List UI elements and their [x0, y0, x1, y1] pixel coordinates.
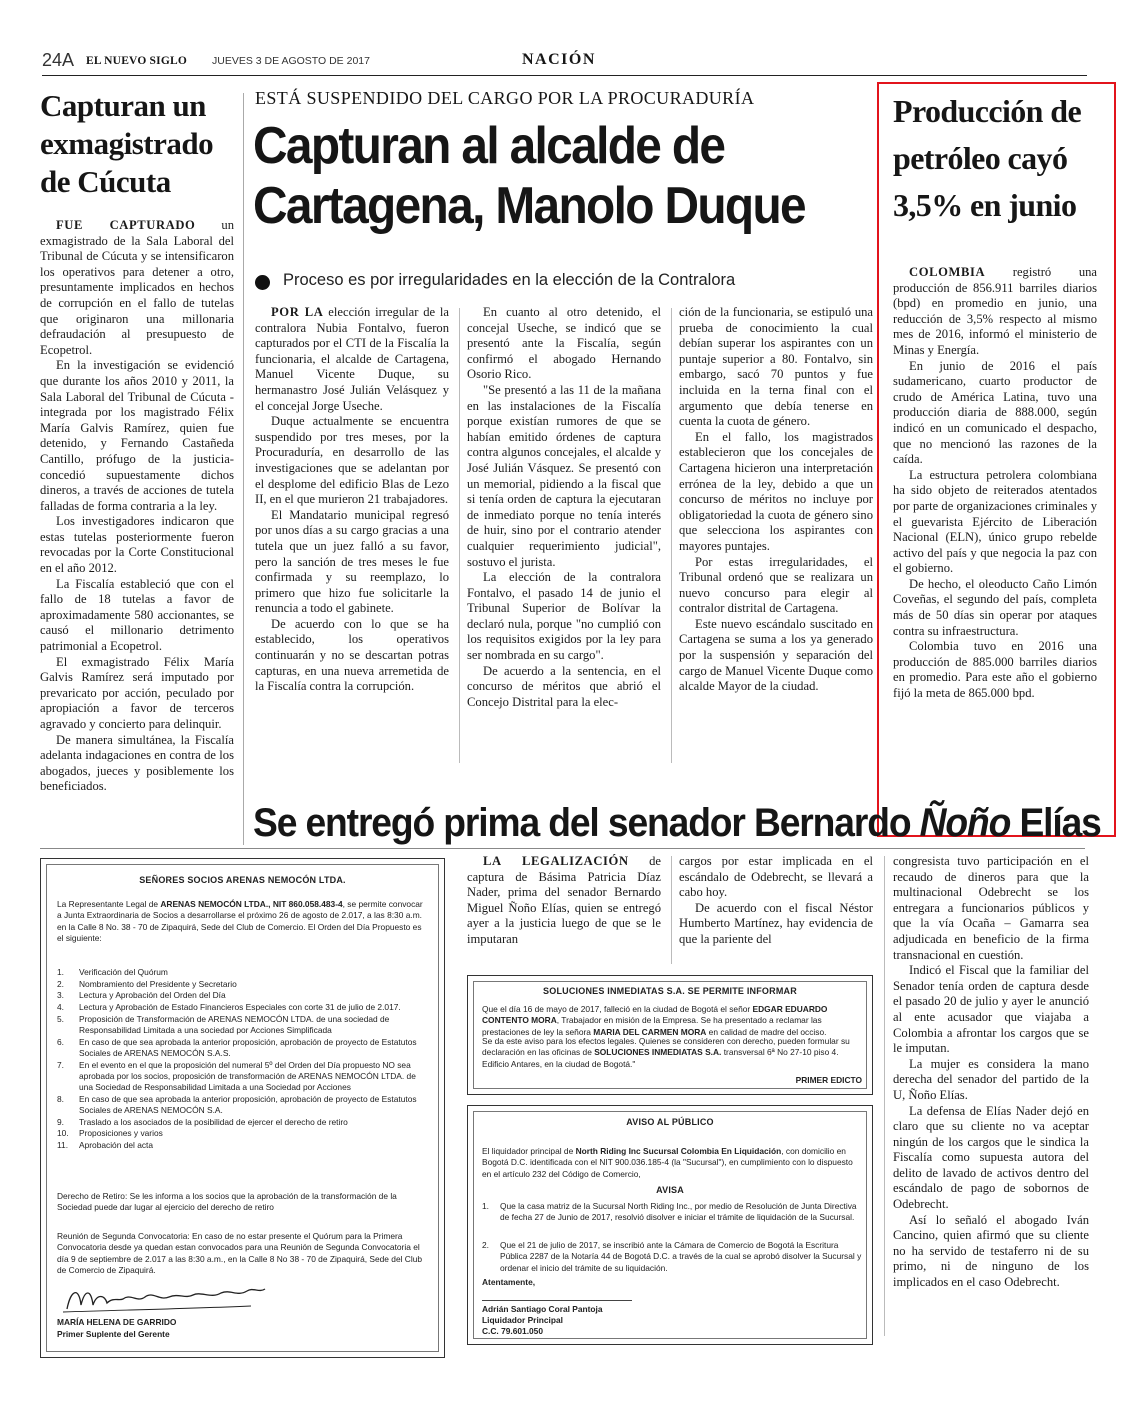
notice-paragraph: Se da este aviso para los efectos legales. Quienes se consideren con derecho, pueden formular su declaración en las oficinas de SOLUCIONES INMEDIATAS S.A. transversal 6ª No 27-10 piso 4. Edificio Antares, en la ciudad de Bogotá.": [482, 1036, 850, 1069]
signer-role: Liquidador Principal: [482, 1315, 563, 1325]
signer-id: C.C. 79.601.050: [482, 1326, 543, 1336]
main-article-kicker: ESTÁ SUSPENDIDO DEL CARGO POR LA PROCURADURÍA: [255, 88, 755, 108]
main-article-column-3: [679, 305, 873, 695]
page-header: [42, 50, 1087, 76]
section-name: NACIÓN: [522, 51, 596, 68]
paragraph: La estructura petrolera colombiana ha sido objeto de reiterados atentados por parte de organizaciones criminales y el guevarista Ejército de Liberación Nacional (ELN), único grupo rebelde activo del país y que negocia la paz con el gobierno.: [893, 467, 1097, 576]
bottom-article-lead: LA LEGALIZACIÓN: [483, 854, 629, 868]
notice-paragraph: Que el día 16 de mayo de 2017, falleció en la ciudad de Bogotá el señor EDGAR EDUARDO CONTENTO MORA, Trabajador en misión de la Empresa. Se ha presentado a reclamar las prestaciones de ley la señora MARIA DEL CARMEN MORA en calidad de madre del occiso.: [482, 1004, 828, 1037]
list-item: 1. Verificación del Quórum: [57, 967, 168, 977]
paragraph: ción de la funcionaria, se estipuló una prueba de conocimiento la cual debían superar los aspirantes con un puntaje superior a 80. Fontalvo, sin embargo, sacó 70 puntos y fue incluida en la terna final con el argumento que debía tenerse en cuenta la cuota de género.: [679, 305, 873, 429]
closing: Atentamente,: [482, 1277, 536, 1287]
bottom-article-column-2: [679, 854, 873, 948]
edict-label: PRIMER EDICTO: [795, 1075, 862, 1085]
paragraph: Por estas irregularidades, el Tribunal ordenó que se realizara un nuevo concurso para elegir al contralor distrital de Cartagena.: [679, 554, 873, 616]
section-divider: [40, 848, 1085, 849]
signer-role: Primer Suplente del Gerente: [57, 1329, 170, 1339]
headline-part: Se entregó prima del senador Bernardo: [253, 801, 920, 845]
paragraph: Indicó el Fiscal que la familiar del Senador tenía orden de captura desde el pasado 20 de julio y ayer le anunció al ente acusador que viajaba a Colombia a afrontar los cargos que se le imputan.: [893, 963, 1089, 1056]
paragraph: un exmagistrado de la Sala Laboral del Tribunal de Cúcuta y se intensificaron los operativos para detener a otro, presuntamente implicados en hechos de corrupción en el fallo de tutelas que originaron una millonaria defraudación al presupuesto de Ecopetrol.: [40, 218, 234, 357]
headline-line: Cartagena, Manolo Duque: [253, 177, 805, 235]
notice-paragraph: El liquidador principal de North Riding Inc Sucursal Colombia En Liquidación, con domicilio en Bogotá D.C. identificada con el NIT 900.036.185-4 (la "Sucursal"), en cumplimiento con lo dispuesto en el artículo 232 del Código de Comercio,: [482, 1146, 853, 1179]
list-item: 2. Que el 21 de julio de 2017, se inscribió ante la Cámara de Comercio de Bogotá la Escritura Pública 2287 de la Notaría 44 de Bogotá D.C. a través de la cual se aprobó disolver la Sucursal y ordenar el inicio del trámite de su liquidación.: [482, 1240, 862, 1273]
main-article-lead: POR LA: [271, 305, 324, 319]
paragraph: elección irregular de la contralora Nubia Fontalvo, fueron capturados por el CTI de la Fiscalía la funcionaria, el alcalde de Cartagena, Manuel Vicente Duque, su hermanastro José Julián Velásquez y el concejal Jorge Useche.: [255, 305, 450, 413]
signer-name: MARÍA HELENA DE GARRIDO: [57, 1317, 177, 1327]
list-item: 2. Nombramiento del Presidente y Secretario: [57, 978, 237, 989]
left-article-body: [40, 218, 234, 795]
paragraph: Los investigadores indicaron que estas tutelas posteriormente fueron revocadas por la Corte Constitucional en el año 2012.: [40, 514, 234, 576]
paragraph: Duque actualmente se encuentra suspendido por tres meses, por la Procuraduría, en desarrollo de las investigaciones que se adelantan por el desplome del edificio Blas de Lezo II, en el que murieron 21 trabajadores.: [255, 414, 449, 507]
paragraph: registró una producción de 856.911 barriles diarios (bpd) en promedio en junio, una reducción de 3,5% respecto al mismo mes de 2016, informó el ministerio de Minas y Energía.: [893, 265, 1097, 357]
paragraph: cargos por estar implicada en el escándalo de Odebrecht, se llevará a cabo hoy.: [679, 854, 873, 900]
paragraph: El Mandatario municipal regresó por unos días a su cargo gracias a una tutela que un juez falló a su favor, pero la sanción de tres meses le fue confirmada y su reemplazo, lo primero que hizo fue solicitarle la renuncia a todo el gabinete.: [255, 507, 449, 616]
column-divider: [459, 308, 460, 763]
headline-part: Elías: [1010, 801, 1101, 845]
main-article-headline: [253, 116, 823, 236]
list-item: 6. En caso de que sea aprobada la anterior proposición, aprobación de proyecto de Estatutos Sociales de ARENAS NEMOCÓN S.A.S.: [57, 1036, 417, 1058]
signer-name: Adrián Santiago Coral Pantoja: [482, 1304, 603, 1314]
main-article-column-2: [467, 305, 661, 710]
notice-title: AVISO AL PÚBLICO: [626, 1117, 714, 1127]
notice-paragraph: Reunión de Segunda Convocatoria: En caso de no estar presente el Quórum para la Primera Convocatoria desde ya quedan estan convocados para una Reunión de Segunda Convocatoria el día 9 de septiembre de 2.017 a las 8:30 a.m., en la Calle 8 No 38 - 70 de Zipaquirá, Sede del Club de Comercio de Zipaquirá.: [57, 1231, 423, 1276]
notice-subtitle: AVISA: [656, 1185, 684, 1195]
box-article-lead: COLOMBIA: [909, 265, 986, 279]
paragraph: "Se presentó a las 11 de la mañana en las instalaciones de la Fiscalía porque existían rumores de que se habían emitido órdenes de captura contra algunos concejales, el alcalde y José Julián Vásquez. Se presentó con un memorial, pidiendo a la fiscal que si tenía orden de captura la ejecutaran de inmediato porque no tenía interés de huir, sino por el contrario atender cualquier requerimiento judicial", sostuvo el jurista.: [467, 382, 661, 569]
headline-line: Capturan al alcalde de: [253, 117, 725, 175]
paragraph: En junio de 2016 el país sudamericano, cuarto productor de crudo de América Latina, tuvo una producción diaria de 888.000, según indicó en un comunicado el despacho, que no mencionó las razones de la caída.: [893, 358, 1097, 467]
box-article-body: [893, 265, 1097, 702]
list-item: 4. Lectura y Aprobación de Estado Financieros Especiales con corte 31 de julio de 2.017.: [57, 1002, 401, 1013]
bottom-article-column-1: [467, 854, 661, 948]
column-divider: [884, 856, 885, 1336]
paragraph: Este nuevo escándalo suscitado en Cartagena se suma a los ya generado por la suspensión y separación del cargo de Manuel Vicente Duque como alcalde Mayor de la ciudad.: [679, 616, 873, 694]
paragraph: El exmagistrado Félix María Galvis Ramírez será imputado por prevaricato por acción, peculado por apropiación a favor de terceros agravado y concierto para delinquir.: [40, 654, 234, 731]
signature-line: [482, 1300, 632, 1301]
page-number: 24A: [42, 50, 75, 70]
list-item: 11. Aprobación del acta: [57, 1140, 154, 1151]
paragraph: De manera simultánea, la Fiscalía adelanta indagaciones en contra de los abogados, jueces y posiblemente los beneficiados.: [40, 732, 234, 794]
paragraph: De acuerdo con lo que se ha establecido, los operativos continuarán y no se descartan potras capturas, en una nueva arremetida de la Fiscalía contra la corrupción.: [255, 616, 449, 694]
list-item: 10. Proposiciones y varios: [57, 1128, 163, 1139]
bottom-article-headline: [253, 800, 1101, 846]
paragraph: En la investigación se evidenció que durante los años 2010 y 2011, la Sala Laboral del Tribunal de Cúcuta -integrada por los magistrado Félix María Galvis Ramírez, quien fue detenido, y Fernando Castañeda Cantillo, prófugo de la justicia- concedió supuestamente dichos dineros, a través de acciones de tutela falladas de forma contraria a la ley.: [40, 358, 234, 513]
left-article-headline: Capturan un exmagistrado de Cúcuta: [40, 88, 214, 199]
legal-notice-arenas: [40, 858, 445, 1358]
legal-notice-aviso: [467, 1105, 873, 1345]
bottom-article-column-3: [893, 854, 1089, 1291]
main-article-subtitle: Proceso es por irregularidades en la elección de la Contralora: [283, 271, 736, 289]
paragraph: La defensa de Elías Nader dejó en claro que su cliente no va aceptar ningún de los cargos que le sindica la Fiscalía como supuesta autora del delito de lavado de activos dentro del escándalo de pago de sobornos de Odebrecht.: [893, 1103, 1089, 1212]
paragraph: En cuanto al otro detenido, el concejal Useche, se indicó que se presentó ante la Fiscalía, según confirmó el abogado Hernando Osorio Rico.: [467, 305, 661, 382]
column-divider: [671, 308, 672, 763]
notice-title: SOLUCIONES INMEDIATAS S.A. SE PERMITE INFORMAR: [543, 986, 797, 996]
left-article-lead: FUE CAPTURADO: [56, 218, 196, 232]
paragraph: En el fallo, los magistrados establecieron que los concejales de Cartagena hicieron una interpretación errónea de la ley, debido a que un concurso de méritos no incluye por obligatoriedad la cuota de género sino que selecciona los aspirantes con mayores puntajes.: [679, 429, 873, 553]
paragraph: La Fiscalía estableció que con el fallo de 18 tutelas a favor de aproximadamente 580 accionantes, se causó el millonario detrimento patrimonial a Ecopetrol.: [40, 576, 234, 654]
list-item: 9. Traslado a los asociados de la posibilidad de ejercer el derecho de retiro: [57, 1116, 348, 1127]
issue-date: JUEVES 3 DE AGOSTO DE 2017: [212, 55, 370, 67]
masthead: EL NUEVO SIGLO: [86, 55, 187, 67]
paragraph: La elección de la contralora Fontalvo, el pasado 14 de junio el Tribunal Superior de Bolívar la declaró nula, porque "no cumplió con los requisitos exigidos por la ley para ser nombrada en su cargo".: [467, 570, 661, 663]
paragraph: De hecho, el oleoducto Caño Limón Coveñas, el segundo del país, completa más de 50 días sin operar por ataques contra su infraestructura.: [893, 576, 1097, 638]
bullet-icon: [255, 275, 270, 290]
column-divider: [671, 856, 672, 964]
list-item: 1. Que la casa matriz de la Sucursal North Riding Inc., por medio de Resolución de Junta Directiva de fecha 27 de Junio de 2017, resolvió disolver e iniciar el trámite de liquidación de la Sucursal.: [482, 1201, 857, 1223]
paragraph: Colombia tuvo en 2016 una producción de 885.000 barriles diarios en promedio. Para este año el gobierno fijó la meta de 865.000 bpd.: [893, 639, 1097, 701]
paragraph: Así lo señaló el abogado Iván Cancino, quien afirmó que su cliente no ha servido de testaferro ni de su primo, ni de ninguno de los implicados en el caso Odebrecht.: [893, 1212, 1089, 1290]
headline-part: Ñoño: [919, 801, 1011, 845]
notice-intro: La Representante Legal de ARENAS NEMOCÓN LTDA., NIT 860.058.483-4, se permite convocar a Junta Extraordinaria de Socios a desarrollarse el próximo 26 de agosto de 2.017, a las 8:30 a.m. en la Calle 8 No. 38 - 70 de Zipaquirá, Sede del Club de Comercio. El Orden del Día Propuesto es el siguiente:: [57, 899, 423, 944]
notice-title: SEÑORES SOCIOS ARENAS NEMOCÓN LTDA.: [139, 875, 346, 885]
paragraph: De acuerdo con el fiscal Néstor Humberto Martínez, hay evidencia de que la pariente del: [679, 900, 873, 946]
column-divider: [243, 93, 244, 845]
list-item: 3. Lectura y Aprobación del Orden del Día: [57, 990, 226, 1001]
paragraph: De acuerdo a la sentencia, en el concurso de méritos que abrió el Concejo Distrital para la elec-: [467, 663, 661, 709]
paragraph: La mujer es considera la mano derecha del senador del partido de la U, Ñoño Elías.: [893, 1056, 1089, 1102]
list-item: 7. En el evento en el que la proposición del numeral 5º del Orden del Día propuesto NO sea aprobada por los socios, proposición de transformación de ARENAS NEMOCÓN LTDA. de una Sociedad de Responsabilidad Limitada a una Sociedad por Acciones: [57, 1059, 416, 1093]
legal-notice-soluciones: [467, 975, 873, 1095]
agenda-list: [57, 967, 429, 1152]
box-article-headline: Producción de petróleo cayó 3,5% en junio: [893, 93, 1082, 223]
paragraph: de captura de Básima Patricia Díaz Nader, prima del senador Bernardo Miguel Ñoño Elías, quien se entregó ayer a la justicia luego de que se le imputaran: [467, 854, 661, 946]
list-item: 8. En caso de que sea aprobada la anterior proposición, aprobación de proyecto de Estatutos Sociales de ARENAS NEMOCÓN S.A.: [57, 1093, 417, 1115]
notice-paragraph: Derecho de Retiro: Se les informa a los socios que la aprobación de la transformación de la Sociedad puede dar lugar al ejercicio del derecho de retiro: [57, 1191, 397, 1213]
paragraph: congresista tuvo participación en el recaudo de dineros para que la multinacional Odebrecht se los entregara a funcionarios públicos y que la vía Ocaña – Gamarra sea adjudicada en beneficio de la firma transnacional en cuestión.: [893, 854, 1089, 962]
main-article-column-1: [255, 305, 449, 695]
signature-icon: [61, 1279, 271, 1315]
list-item: 5. Proposición de Transformación de ARENAS NEMOCÓN LTDA. de una sociedad de Responsabilidad Limitada a una sociedad por Acciones Simplificada: [57, 1013, 390, 1036]
